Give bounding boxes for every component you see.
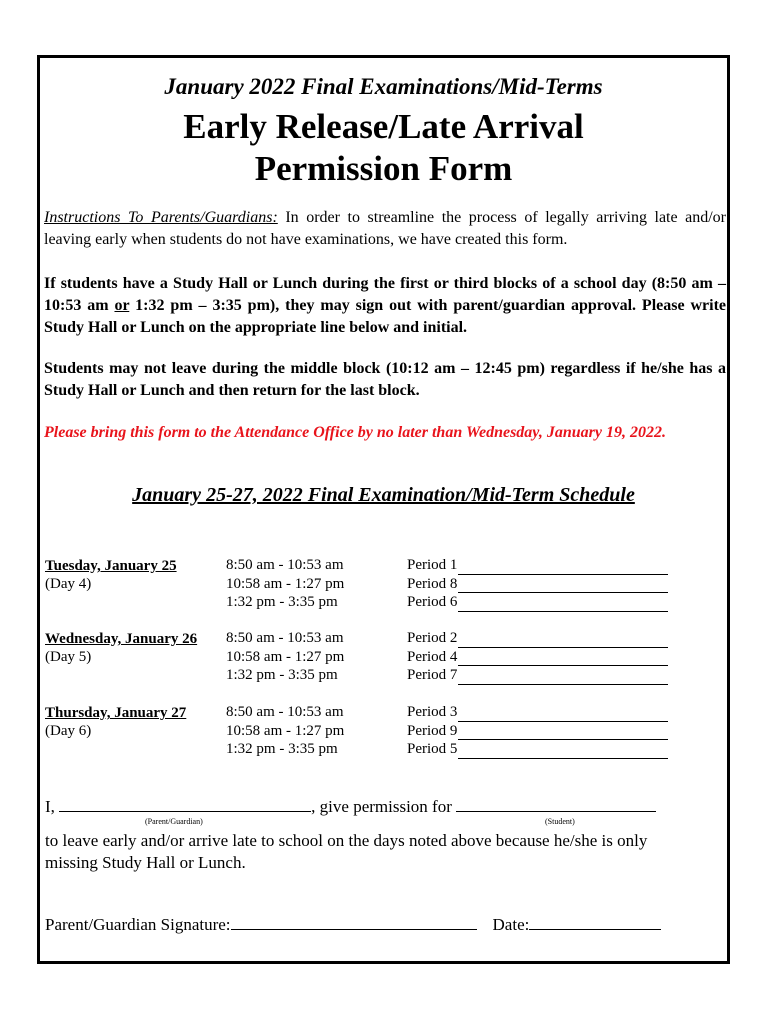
schedule-day — [45, 704, 186, 740]
time-slot: 1:32 pm - 3:35 pm — [226, 667, 338, 683]
day-name: Tuesday, January 25 — [45, 558, 177, 574]
paragraph2-part1: If students have a Study Hall or Lunch during the first or third blocks of a school day (8:50 am – 10:53 am — [44, 275, 726, 314]
middle-block-paragraph — [44, 358, 726, 402]
schedule-title: January 25-27, 2022 Final Examination/Mid-Term Schedule — [132, 484, 635, 506]
period-entry-line[interactable] — [458, 560, 668, 575]
period-row — [407, 575, 668, 594]
instructions-label: Instructions To Parents/Guardians: — [44, 209, 278, 226]
period-entry-line[interactable] — [458, 725, 668, 740]
form-title — [37, 106, 730, 190]
signature-label: Parent/Guardian Signature: — [45, 915, 231, 934]
study-hall-paragraph — [44, 273, 726, 339]
permission-reason: to leave early and/or arrive late to school on the days noted above because he/she is only missing Study Hall or Lunch. — [45, 831, 648, 872]
permission-i: I, — [45, 797, 60, 816]
period-entry-line[interactable] — [458, 633, 668, 648]
period-label: Period 2 — [407, 630, 458, 646]
permission-line — [45, 796, 727, 818]
period-list — [407, 629, 668, 685]
day-name: Wednesday, January 26 — [45, 631, 198, 647]
period-label: Period 9 — [407, 722, 458, 739]
period-row — [407, 648, 668, 667]
paragraph3-text: Students may not leave during the middle block (10:12 am – 12:45 pm) regardless if he/she has a Study Hall or Lunch and then return for the last block. — [44, 360, 726, 399]
time-slot: 10:58 am - 1:27 pm — [226, 648, 345, 665]
time-slot: 10:58 am - 1:27 pm — [226, 575, 345, 592]
period-row — [407, 629, 668, 648]
permission-give: , give permission for — [311, 797, 457, 816]
period-row — [407, 666, 668, 685]
time-slot: 1:32 pm - 3:35 pm — [226, 741, 338, 757]
day-number: (Day 5) — [45, 649, 92, 665]
period-row — [407, 740, 668, 759]
student-name-field[interactable] — [456, 796, 656, 812]
title-line-1: Early Release/Late Arrival — [183, 107, 584, 146]
paragraph2-part2: 1:32 pm – 3:35 pm), they may sign out with parent/guardian approval. Please write Study Hall or Lunch on the appropriate line below and initial. — [44, 297, 727, 336]
date-label: Date: — [492, 915, 530, 934]
period-entry-line[interactable] — [458, 597, 668, 612]
time-slot: 8:50 am - 10:53 am — [226, 557, 344, 573]
paragraph4-text: Please bring this form to the Attendance Office by no later than Wednesday, January 19, 2022. — [44, 424, 666, 441]
period-entry-line[interactable] — [458, 744, 668, 759]
period-list — [407, 556, 668, 612]
day-number: (Day 4) — [45, 576, 92, 592]
time-list — [226, 629, 344, 685]
student-caption: (Student) — [545, 817, 575, 826]
period-entry-line[interactable] — [458, 651, 668, 666]
period-label: Period 5 — [407, 741, 458, 757]
time-slot: 1:32 pm - 3:35 pm — [226, 594, 338, 610]
period-list — [407, 703, 668, 759]
schedule-day — [45, 557, 177, 593]
period-label: Period 6 — [407, 594, 458, 610]
paragraph2-or: or — [114, 297, 130, 314]
day-name: Thursday, January 27 — [45, 705, 187, 721]
period-entry-line[interactable] — [458, 670, 668, 685]
parent-caption: (Parent/Guardian) — [145, 817, 203, 826]
period-entry-line[interactable] — [458, 707, 668, 722]
title-line-2: Permission Form — [254, 149, 513, 188]
period-entry-line[interactable] — [458, 578, 668, 593]
time-list — [226, 556, 344, 612]
period-row — [407, 722, 668, 741]
period-row — [407, 703, 668, 722]
period-row — [407, 593, 668, 612]
signature-field[interactable] — [231, 914, 477, 930]
signature-line — [45, 914, 727, 936]
period-label: Period 7 — [407, 667, 458, 683]
instructions-paragraph — [44, 207, 726, 251]
time-slot: 8:50 am - 10:53 am — [226, 704, 344, 720]
schedule-day — [45, 630, 197, 666]
time-slot: 10:58 am - 1:27 pm — [226, 722, 345, 739]
period-label: Period 3 — [407, 704, 458, 720]
period-label: Period 8 — [407, 575, 458, 592]
period-label: Period 4 — [407, 648, 458, 665]
form-border — [37, 55, 730, 964]
time-slot: 8:50 am - 10:53 am — [226, 630, 344, 646]
parent-name-field[interactable] — [59, 796, 311, 812]
day-number: (Day 6) — [45, 723, 92, 739]
period-row — [407, 556, 668, 575]
time-list — [226, 703, 344, 759]
instructions-text: In order to streamline the process of legally arriving late and/or leaving early when students do not have examinations, we have created this form. — [44, 209, 727, 248]
period-label: Period 1 — [407, 557, 458, 573]
form-subtitle: January 2022 Final Examinations/Mid-Terms — [164, 74, 603, 99]
attendance-notice — [44, 422, 726, 444]
date-field[interactable] — [529, 914, 661, 930]
